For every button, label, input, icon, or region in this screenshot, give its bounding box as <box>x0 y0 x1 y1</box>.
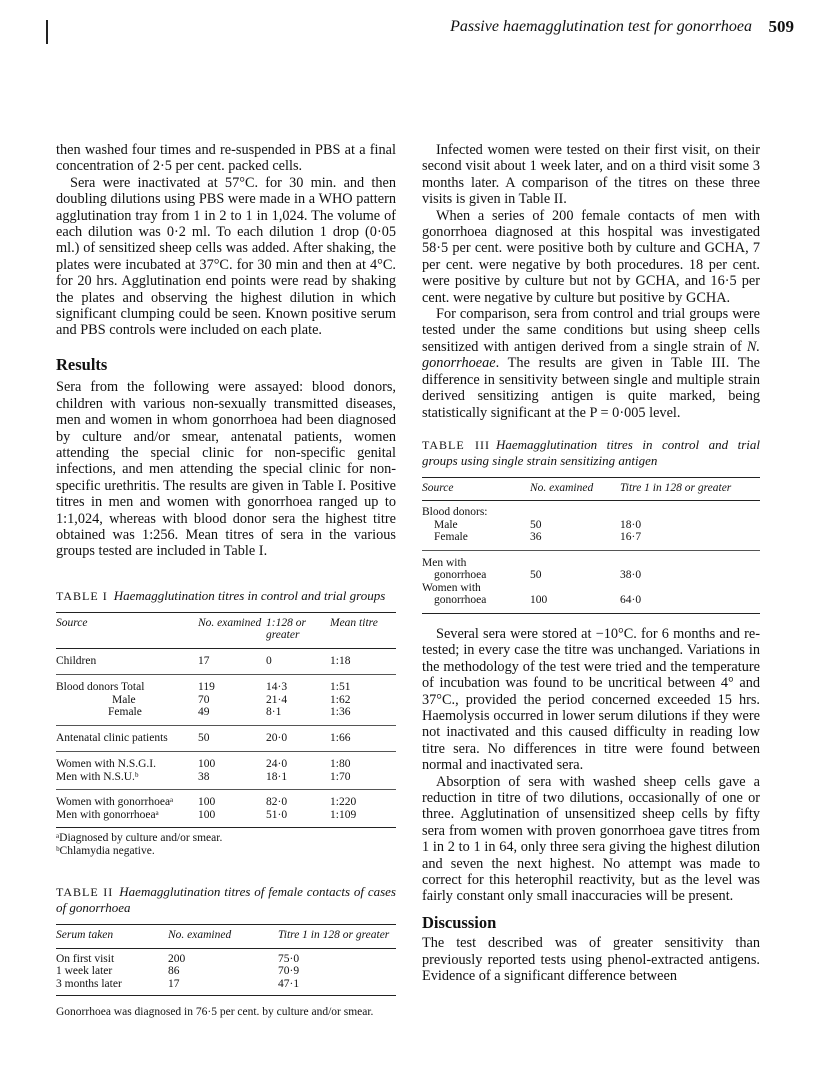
paragraph: Sera were inactivated at 57°C. for 30 min. and then doubling dilutions using PBS were made in a WHO pattern agglutination tray from 1 in 2 to 1 in 1,024. The volume of each dilution was 0·2 ml. To each dilution 1 drop (0·05 ml.) of sensitized sheep cells was added. After shaking, the plates were incubated at 37°C. for 30 min and then at 4°C. for 20 hrs. Agglutination end points were read by shaking the plates and observing the highest dilution in which significant clumping could be seen. Known positive serum and PBS controls were included on each plate. <box>56 174 396 339</box>
table-row: Women with <box>422 581 481 594</box>
paragraph: Sera from the following were assayed: blood donors, children with various non-sexually transmitted diseases, men and women in whom gonorrhoea had been diagnosed by culture and/or smear, antenatal patients, women attending the special clinic for non-specific genital infections, and men attending the special clinic for non-specific urethritis. The results are given in Table I. Positive titres in men and women with gonorrhoea ranged up to 1:1,024, whereas with blood donor sera the highest titre obtained was 1:256. Mean titres of sera in the various groups tested are included in Table I. <box>56 379 396 560</box>
table-row: Male 70 21·4 1:62 <box>112 693 351 706</box>
table-row: Men with gonorrhoeaᵃ 100 51·0 1:109 <box>56 809 396 828</box>
table2-caption <box>56 884 396 916</box>
col-header: Titre 1 in 128 or greater <box>620 481 732 494</box>
table3-label: TABLE III <box>422 437 490 452</box>
table-row: Women with N.S.G.I. 100 24·0 1:80 <box>56 752 396 771</box>
col-header: Titre 1 in 128 or greater <box>278 929 390 942</box>
table1-label: TABLE I <box>56 588 108 603</box>
table2 <box>56 924 396 996</box>
table3-caption <box>422 437 760 469</box>
page-number: 509 <box>768 17 794 36</box>
table1-caption <box>56 588 396 604</box>
table-row: Female 49 8·1 1:36 <box>108 706 351 719</box>
table-row: gonorrhoea 100 64·0 <box>422 594 760 613</box>
table-row: Children 17 0 1:18 <box>56 654 351 667</box>
table2-title: Haemagglutination titres of female contacts of cases of gonorrhoea <box>56 884 396 916</box>
table-row: Blood donors Total 119 14·3 1:51 <box>56 675 396 694</box>
paragraph: Absorption of sera with washed sheep cells gave a reduction in titre of two dilutions, occasionally of one or three. Agglutination of unsensitized sheep cells by fifty sera from women with proven gonorrhoea gave titres from 1 in 2 to 1 in 64, only three sera giving the highest dilution and seven the next highest. No attempt was made to correct for this heterophil reactivity, but as the level was fairly constant only small inaccuracies will be present. <box>422 773 760 905</box>
results-heading: Results <box>56 354 108 374</box>
discussion-heading: Discussion <box>422 912 497 932</box>
paragraph: Several sera were stored at −10°C. for 6 months and re-tested; in every case the titre was unchanged. Variations in the methodology of the test were tried and the temperature of incubation was found to be uncritical between 4° and 37°C., provided the period concerned exceeded 15 hrs. Haemolysis occurred in lower serum dilutions if they were not inactivated and this caused difficulty in reading low titre sera. No differences in titre were found between normal and inactivated sera. <box>422 625 760 774</box>
table2-label: TABLE II <box>56 885 114 900</box>
table3 <box>422 477 760 614</box>
table1 <box>56 612 396 829</box>
table-header-row <box>56 925 396 949</box>
table-row: gonorrhoea 50 38·0 <box>434 569 642 582</box>
col-header: No. examined <box>530 481 594 494</box>
table-header-row <box>56 612 396 648</box>
col-header: No. examined <box>168 929 232 942</box>
table-row: Men with <box>422 550 760 569</box>
table-row: On first visit 200 75·0 <box>56 952 300 965</box>
table-row: Male 50 18·0 <box>434 518 642 531</box>
table-row: 1 week later 86 70·9 <box>56 965 300 978</box>
running-header <box>0 14 816 38</box>
table-row: Female 36 16·7 <box>434 531 642 544</box>
table1-title: Haemagglutination titres in control and trial groups <box>113 587 386 603</box>
col-header: Source <box>422 481 454 494</box>
table-header-row <box>422 477 760 501</box>
table-row: Women with gonorrhoeaᵃ 100 82·0 1:220 <box>56 790 396 809</box>
col-header: 1:128 or greater <box>266 616 306 642</box>
table-row: Blood donors: <box>422 506 488 519</box>
col-header: Source <box>56 616 88 629</box>
paragraph: Infected women were tested on their first visit, on their second visit about 1 week later, and on a third visit some 3 months later. A comparison of the titres on these three visits is given in Table II. <box>422 142 760 208</box>
left-column <box>56 142 396 1019</box>
right-column <box>422 142 760 984</box>
paragraph: The test described was of greater sensitivity than previously reported tests using phenol-extracted antigens. Evidence of a significant difference between <box>422 935 760 985</box>
table2-footnote: Gonorrhoea was diagnosed in 76·5 per cent. by culture and/or smear. <box>56 1006 374 1019</box>
table1-footnote-b: ᵇChlamydia negative. <box>56 845 155 858</box>
table1-footnote-a: ᵃDiagnosed by culture and/or smear. <box>56 832 223 845</box>
header-rule <box>46 20 48 44</box>
table3-title: Haemagglutination titres in control and trial groups using single strain sensitizing antigen <box>422 436 760 468</box>
col-header: No. examined <box>198 616 262 629</box>
paragraph: For comparison, sera from control and trial groups were tested under the same conditions but using sheep cells sensitized with antigen derived from a single strain of N. gonorrhoeae. The results are given in Table III. The difference in sensitivity between single and multiple strain derived sensitizing antigen is quite marked, being statistically significant at the P = 0·005 level. <box>422 306 760 421</box>
table-row: Antenatal clinic patients 50 20·0 1:66 <box>56 725 396 752</box>
col-header: Mean titre <box>330 616 378 629</box>
running-title: Passive haemagglutination test for gonorrhoea <box>450 18 752 35</box>
table-row: 3 months later 17 47·1 <box>56 978 396 996</box>
paragraph: then washed four times and re-suspended in PBS at a final concentration of 2·5 per cent. packed cells. <box>56 142 396 175</box>
col-header: Serum taken <box>56 929 114 942</box>
table-row: Men with N.S.U.ᵇ 38 18·1 1:70 <box>56 770 351 783</box>
paragraph: When a series of 200 female contacts of men with gonorrhoea diagnosed at this hospital was investigated 58·5 per cent. were positive both by culture and GCHA, 7 per cent. were negative by both procedures. 18 per cent. were positive by culture but not by GCHA, and 16·5 per cent. were negative by culture but positive by GCHA. <box>422 207 760 306</box>
